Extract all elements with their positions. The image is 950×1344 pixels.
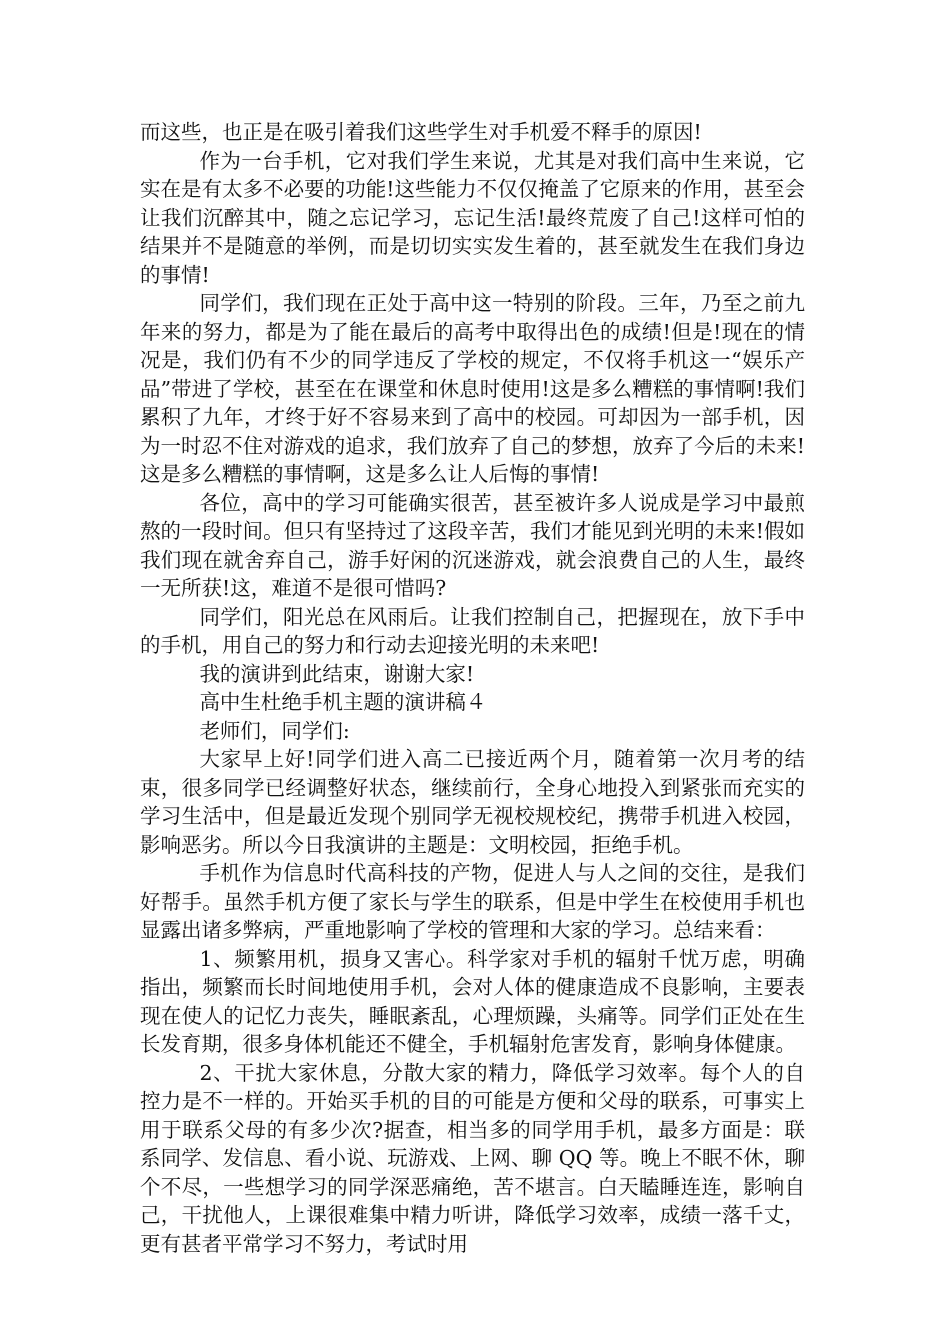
paragraph-point-1: 1、频繁用机，损身又害心。科学家对手机的辐射千忧万虑，明确指出，频繁而长时间地使用手机，会对人体的健康造成不良影响，主要表现在使人的记忆力丧失，睡眠紊乱，心理烦躁，头痛等。同学们正处在生长发育期，很多身体机能还不健全，手机辐射危害发育，影响身体健康。 <box>140 946 805 1056</box>
paragraph-point-2: 2、干扰大家休息，分散大家的精力，降低学习效率。每个人的自控力是不一样的。开始买手机的目的可能是方便和父母的联系，可事实上用于联系父母的有多少次?据查，相当多的同学用手机，最多方面是：联系同学、发信息、看小说、玩游戏、上网、聊 QQ 等。晚上不眠不休，聊个不尽，一些想学习的同学深恶痛绝，苦不堪言。白天瞌睡连连，影响自己，干扰他人，上课很难集中精力听讲，降低学习效率，成绩一落千丈，更有甚者平常学习不努力，考试时用 <box>140 1060 805 1256</box>
paragraph-greeting: 大家早上好!同学们进入高二已接近两个月，随着第一次月考的结束，很多同学已经调整好状态，继续前行，全身心地投入到紧张而充实的学习生活中，但是最近发现个别同学无视校规校纪，携带手机进入校园，影响恶劣。所以今日我演讲的主题是：文明校园，拒绝手机。 <box>140 747 805 857</box>
salutation: 老师们，同学们: <box>199 718 350 743</box>
paragraph-1: 而这些，也正是在吸引着我们这些学生对手机爱不释手的原因! <box>140 120 702 144</box>
document-page <box>140 118 805 1258</box>
paragraph-4: 各位，高中的学习可能确实很苦，甚至被许多人说成是学习中最煎熬的一段时间。但只有坚持过了这段辛苦，我们才能见到光明的未来!假如我们现在就舍弃自己，游手好闲的沉迷游戏，就会浪费自己的人生，最终一无所获!这，难道不是很可惜吗? <box>140 490 805 600</box>
paragraph-5: 同学们，阳光总在风雨后。让我们控制自己，把握现在，放下手中的手机，用自己的努力和行动去迎接光明的未来吧! <box>140 604 805 657</box>
paragraph-2: 作为一台手机，它对我们学生来说，尤其是对我们高中生来说，它实在是有太多不必要的功能!这些能力不仅仅掩盖了它原来的作用，甚至会让我们沉醉其中，随之忘记学习，忘记生活!最终荒废了自己!这样可怕的结果并不是随意的举例，而是切切实实发生着的，甚至就发生在我们身边的事情! <box>140 148 805 287</box>
section-title: 高中生杜绝手机主题的演讲稿４ <box>199 690 487 714</box>
paragraph-intro: 手机作为信息时代高科技的产物，促进人与人之间的交往，是我们好帮手。虽然手机方便了家长与学生的联系，但是中学生在校使用手机也显露出诸多弊病，严重地影响了学校的管理和大家的学习。总结来看： <box>140 861 805 942</box>
paragraph-3: 同学们，我们现在正处于高中这一特别的阶段。三年，乃至之前九年来的努力，都是为了能在最后的高考中取得出色的成绩!但是!现在的情况是，我们仍有不少的同学违反了学校的规定，不仅将手机这一“娱乐产品”带进了学校，甚至在在课堂和休息时使用!这是多么糟糕的事情啊!我们累积了九年，才终于好不容易来到了高中的校园。可却因为一部手机，因为一时忍不住对游戏的追求，我们放弃了自己的梦想，放弃了今后的未来!这是多么糟糕的事情啊，这是多么让人后悔的事情! <box>140 291 805 486</box>
closing-line: 我的演讲到此结束，谢谢大家! <box>199 661 475 686</box>
